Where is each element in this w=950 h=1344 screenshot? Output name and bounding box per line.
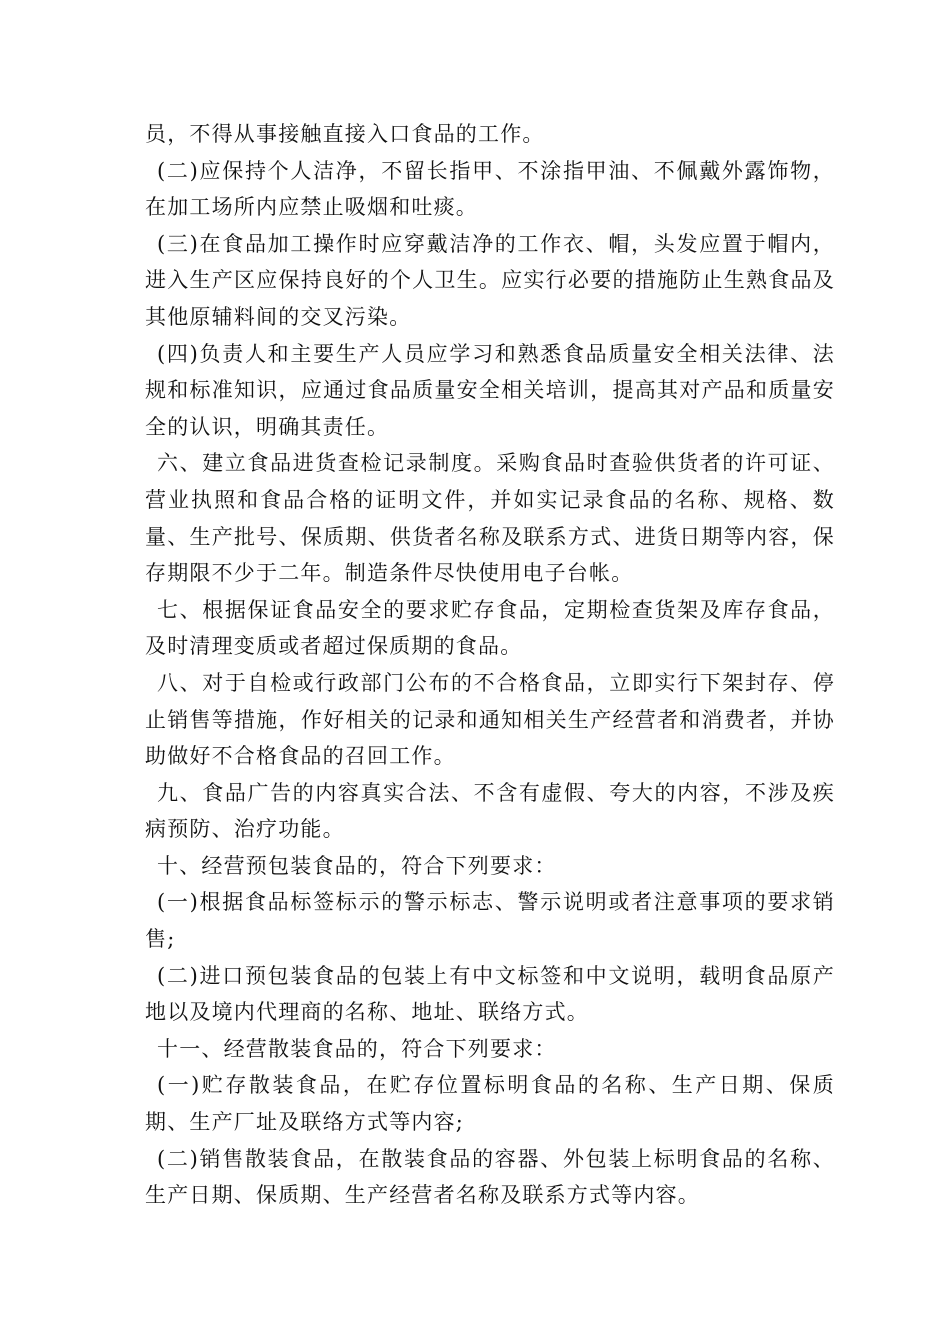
paragraph: (一)根据食品标签标示的警示标志、警示说明或者注意事项的要求销售; (145, 890, 835, 952)
paragraph: 十、经营预包装食品的，符合下列要求： (157, 853, 557, 878)
paragraph: (二)销售散装食品，在散装食品的容器、外包装上标明食品的名称、生产日期、保质期、生产经营者名称及联系方式等内容。 (145, 1146, 835, 1208)
paragraph: (一)贮存散装食品，在贮存位置标明食品的名称、生产日期、保质期、生产厂址及联络方式等内容; (145, 1073, 835, 1135)
paragraph: 员，不得从事接触直接入口食品的工作。 (145, 122, 545, 146)
document-body (145, 116, 835, 1214)
paragraph: (四)负责人和主要生产人员应学习和熟悉食品质量安全相关法律、法规和标准知识，应通过食品质量安全相关培训，提高其对产品和质量安全的认识，明确其责任。 (145, 341, 835, 439)
paragraph: (二)应保持个人洁净，不留长指甲、不涂指甲油、不佩戴外露饰物，在加工场所内应禁止吸烟和吐痰。 (145, 158, 835, 220)
paragraph: (二)进口预包装食品的包装上有中文标签和中文说明，载明食品原产地以及境内代理商的名称、地址、联络方式。 (145, 963, 835, 1025)
paragraph: 九、食品广告的内容真实合法、不含有虚假、夸大的内容，不涉及疾病预防、治疗功能。 (145, 780, 835, 842)
paragraph: 十一、经营散装食品的，符合下列要求： (157, 1036, 557, 1061)
paragraph: 八、对于自检或行政部门公布的不合格食品，立即实行下架封存、停止销售等措施，作好相关的记录和通知相关生产经营者和消费者，并协助做好不合格食品的召回工作。 (145, 670, 835, 769)
paragraph: 七、根据保证食品安全的要求贮存食品，定期检查货架及库存食品，及时清理变质或者超过保质期的食品。 (145, 597, 835, 659)
paragraph: (三)在食品加工操作时应穿戴洁净的工作衣、帽，头发应置于帽内，进入生产区应保持良好的个人卫生。应实行必要的措施防止生熟食品及其他原辅料间的交叉污染。 (145, 231, 835, 329)
paragraph: 六、建立食品进货查检记录制度。采购食品时查验供货者的许可证、营业执照和食品合格的证明文件，并如实记录食品的名称、规格、数量、生产批号、保质期、供货者名称及联系方式、进货日期等内容，保存期限不少于二年。制造条件尽快使用电子台帐。 (145, 451, 835, 586)
